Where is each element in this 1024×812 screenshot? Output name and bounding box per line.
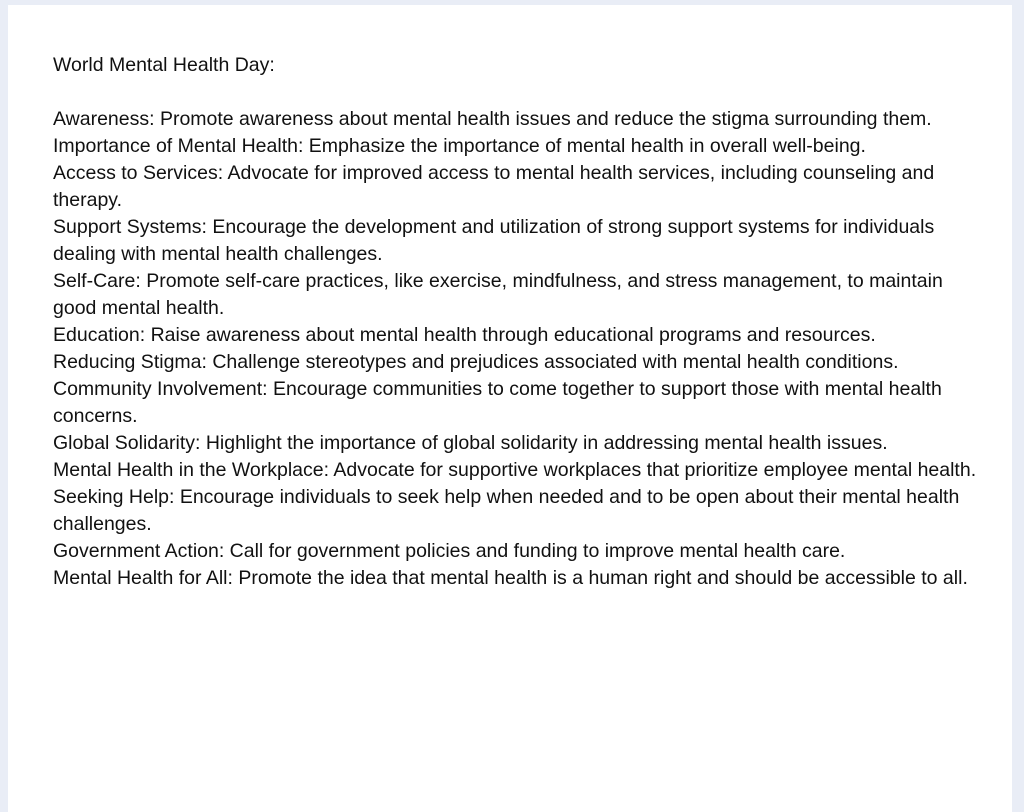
document-title: World Mental Health Day: bbox=[53, 54, 275, 76]
list-item-seeking-help: Seeking Help: Encourage individuals to seek help when needed and to be open about their mental health challenges. bbox=[53, 486, 960, 535]
list-item-government-action: Government Action: Call for government policies and funding to improve mental health care. bbox=[53, 540, 846, 562]
list-item-importance: Importance of Mental Health: Emphasize the importance of mental health in overall well-being. bbox=[53, 135, 866, 157]
list-item-self-care: Self-Care: Promote self-care practices, like exercise, mindfulness, and stress management, to maintain good mental health. bbox=[53, 270, 943, 319]
list-item-workplace: Mental Health in the Workplace: Advocate for supportive workplaces that prioritize employee mental health. bbox=[53, 459, 977, 481]
list-item-access-to-services: Access to Services: Advocate for improved access to mental health services, including counseling and therapy. bbox=[53, 162, 935, 211]
item-list bbox=[53, 106, 982, 592]
list-item-community-involvement: Community Involvement: Encourage communities to come together to support those with mental health concerns. bbox=[53, 378, 942, 427]
document-page bbox=[8, 5, 1012, 812]
list-item-global-solidarity: Global Solidarity: Highlight the importance of global solidarity in addressing mental health issues. bbox=[53, 432, 888, 454]
list-item-education: Education: Raise awareness about mental health through educational programs and resources. bbox=[53, 324, 876, 346]
list-item-awareness: Awareness: Promote awareness about mental health issues and reduce the stigma surrounding them. bbox=[53, 108, 932, 130]
blank-line bbox=[53, 79, 982, 106]
list-item-support-systems: Support Systems: Encourage the development and utilization of strong support systems for individuals dealing with mental health challenges. bbox=[53, 216, 935, 265]
list-item-mental-health-for-all: Mental Health for All: Promote the idea that mental health is a human right and should be accessible to all. bbox=[53, 567, 968, 589]
list-item-reducing-stigma: Reducing Stigma: Challenge stereotypes and prejudices associated with mental health conditions. bbox=[53, 351, 899, 373]
